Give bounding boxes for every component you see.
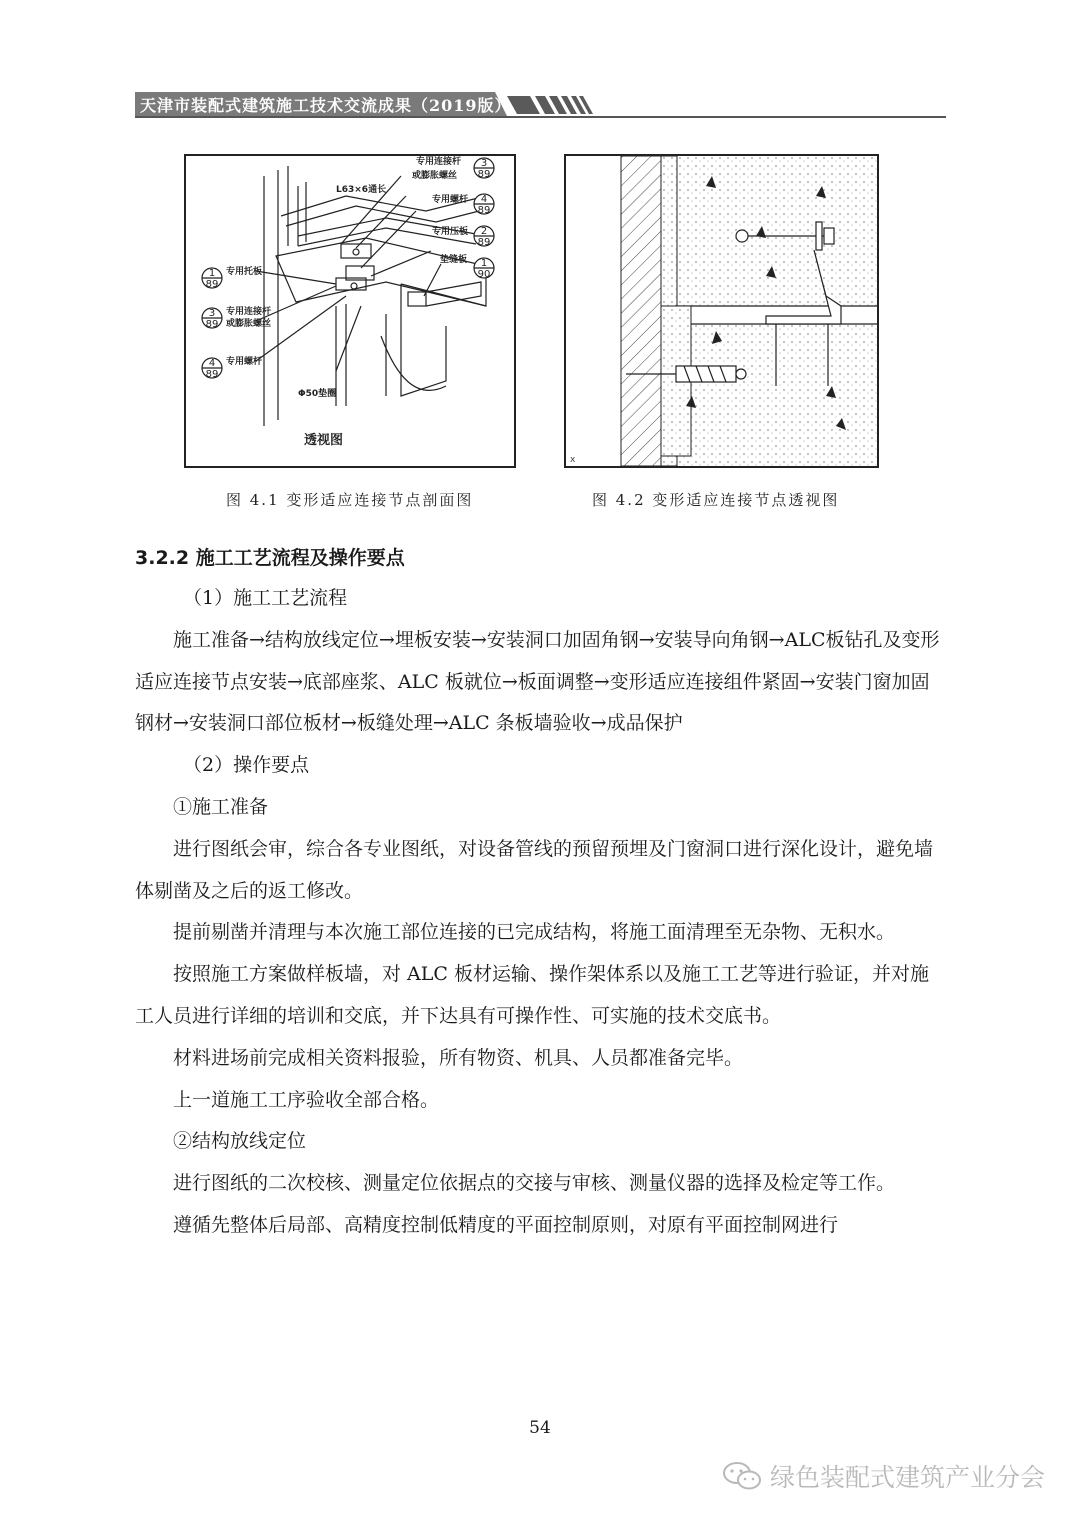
label-expansion-screw: 或膨胀螺丝 bbox=[412, 171, 458, 181]
label-left-expansion: 或膨胀螺丝 bbox=[226, 319, 272, 329]
label-special-rod: 专用连接杆 bbox=[416, 157, 462, 167]
paragraph: 进行图纸会审，综合各专业图纸，对设备管线的预留预埋及门窗洞口进行深化设计，避免墙体剔凿及之后的返工修改。 bbox=[135, 837, 934, 902]
label-special-tray: 专用托板 bbox=[226, 267, 263, 277]
paragraph: 上一道施工工序验收全部合格。 bbox=[173, 1088, 440, 1111]
ref-circle bbox=[202, 268, 222, 290]
paragraph: 进行图纸的二次校核、测量定位依据点的交接与审核、测量仪器的选择及检定等工作。 bbox=[173, 1172, 896, 1195]
svg-text:89: 89 bbox=[205, 319, 219, 330]
watermark bbox=[722, 1458, 1045, 1494]
subheading-key-points: （2）操作要点 bbox=[183, 754, 310, 777]
caption-figure-4-2: 图 4.2 变形适应连接节点透视图 bbox=[592, 491, 840, 509]
svg-text:4: 4 bbox=[208, 358, 216, 369]
paragraph-flow: 施工准备→结构放线定位→埋板安装→安装洞口加固角钢→安装导向角钢→ALC板钻孔及变形适应连接节点安装→底部座浆、ALC 板就位→板面调整→变形适应连接组件紧固→安装门窗加固钢材→安装洞口部位板材→板缝处理→ALC 条板墙验收→成品保护 bbox=[135, 628, 940, 735]
svg-text:90: 90 bbox=[477, 269, 491, 280]
svg-text:89: 89 bbox=[477, 169, 491, 180]
label-angle-steel: L63×6通长 bbox=[336, 185, 387, 195]
figure1-title: 透视图 bbox=[304, 433, 344, 448]
watermark-text: 绿色装配式建筑产业分会 bbox=[769, 1463, 1045, 1492]
caption-figure-4-1: 图 4.1 变形适应连接节点剖面图 bbox=[226, 491, 474, 509]
figure2-drawing bbox=[566, 156, 877, 466]
label-left-rod: 专用连接杆 bbox=[226, 307, 272, 317]
header-title: 天津市装配式建筑施工技术交流成果（2019版） bbox=[140, 96, 512, 115]
svg-text:89: 89 bbox=[205, 279, 219, 290]
item-construction-prep: ①施工准备 bbox=[173, 795, 269, 818]
ref-circle bbox=[474, 226, 494, 248]
item-layout-positioning: ②结构放线定位 bbox=[173, 1130, 307, 1153]
figure1-drawing bbox=[186, 156, 514, 466]
section-heading: 3.2.2 施工工艺流程及操作要点 bbox=[135, 547, 405, 569]
svg-text:2: 2 bbox=[480, 226, 488, 237]
svg-text:1: 1 bbox=[208, 268, 216, 279]
svg-text:89: 89 bbox=[205, 369, 219, 380]
svg-text:3: 3 bbox=[208, 308, 216, 319]
subheading-process-flow: （1）施工工艺流程 bbox=[183, 587, 348, 609]
header-rule bbox=[135, 116, 946, 118]
ref-circle bbox=[474, 258, 494, 280]
corner-mark: x bbox=[570, 455, 576, 465]
wechat-icon bbox=[722, 1461, 762, 1491]
svg-text:1: 1 bbox=[480, 258, 488, 269]
label-left-bolt: 专用螺杆 bbox=[226, 357, 263, 367]
body-content bbox=[135, 578, 947, 1247]
label-special-press: 专用压板 bbox=[432, 227, 469, 237]
ref-circle bbox=[202, 308, 222, 330]
ref-circle bbox=[202, 358, 222, 380]
svg-text:89: 89 bbox=[477, 205, 491, 216]
paragraph: 遵循先整体后局部、高精度控制低精度的平面控制原则，对原有平面控制网进行 bbox=[173, 1213, 839, 1236]
paragraph: 材料进场前完成相关资料报验，所有物资、机具、人员都准备完毕。 bbox=[173, 1046, 744, 1069]
paragraph: 按照施工方案做样板墙，对 ALC 板材运输、操作架体系以及施工工艺等进行验证，并对施工人员进行详细的培训和交底，并下达具有可操作性、可实施的技术交底书。 bbox=[135, 963, 929, 1027]
label-pad-plate: 垫缝板 bbox=[440, 255, 468, 265]
ref-circle bbox=[474, 158, 494, 180]
svg-text:89: 89 bbox=[477, 237, 491, 248]
paragraph: 提前剔凿并清理与本次施工部位连接的已完成结构，将施工面清理至无杂物、无积水。 bbox=[173, 921, 896, 944]
label-washer: Φ50垫圈 bbox=[298, 389, 337, 399]
svg-text:3: 3 bbox=[480, 158, 488, 169]
svg-text:4: 4 bbox=[480, 194, 488, 205]
figure-section-drawing bbox=[564, 154, 879, 468]
page-number: 54 bbox=[529, 1418, 551, 1438]
ref-circle bbox=[474, 194, 494, 216]
figure-perspective-drawing bbox=[184, 154, 516, 468]
label-special-bolt: 专用螺杆 bbox=[432, 195, 469, 205]
